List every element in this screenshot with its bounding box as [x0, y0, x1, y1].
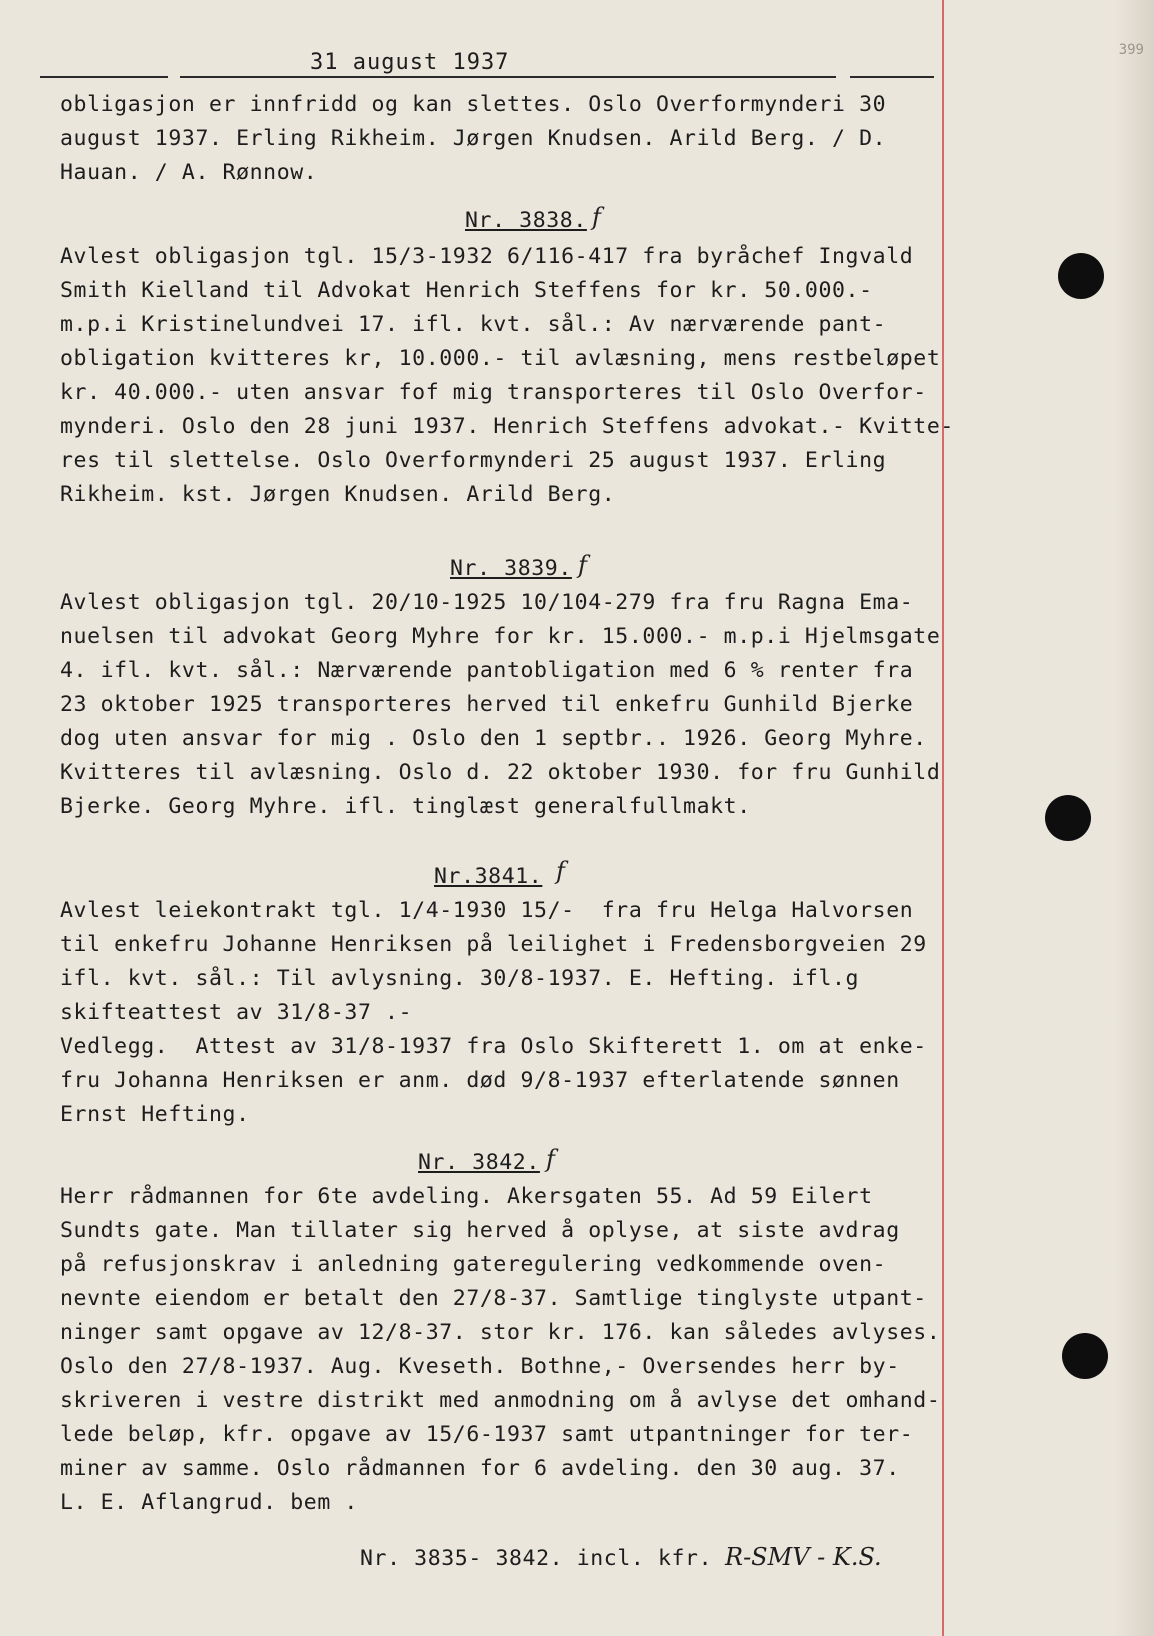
text-line: miner av samme. Oslo rådmannen for 6 avdeling. den 30 aug. 37. — [60, 1456, 900, 1481]
text-line: skifteattest av 31/8-37 .- — [60, 1000, 413, 1025]
text-line: 4. ifl. kvt. sål.: Nærværende pantobligation med 6 % renter fra — [60, 658, 914, 683]
text-line: mynderi. Oslo den 28 juni 1937. Henrich Steffens advokat.- Kvitte- — [60, 414, 954, 439]
check-mark: f — [578, 551, 587, 579]
punch-hole — [1045, 795, 1091, 841]
footer-signature: R-SMV - K.S. — [725, 1543, 882, 1571]
header-date: 31 august 1937 — [310, 50, 510, 75]
entry-heading: Nr. 3839. — [450, 556, 572, 581]
text-line: nuelsen til advokat Georg Myhre for kr. 15.000.- m.p.i Hjelmsgate — [60, 624, 941, 649]
text-line: Avlest obligasjon tgl. 20/10-1925 10/104-279 fra fru Ragna Ema- — [60, 590, 914, 615]
text-line: 23 oktober 1925 transporteres herved til enkefru Gunhild Bjerke — [60, 692, 914, 717]
check-mark: f — [556, 857, 565, 885]
punch-hole — [1058, 253, 1104, 299]
text-line: dog uten ansvar for mig . Oslo den 1 septbr.. 1926. Georg Myhre. — [60, 726, 927, 751]
punch-hole — [1062, 1333, 1108, 1379]
entry-heading: Nr.3841. — [434, 864, 543, 889]
text-line: lede beløp, kfr. opgave av 15/6-1937 samt utpantninger for ter- — [60, 1422, 914, 1447]
text-line: kr. 40.000.- uten ansvar fof mig transporteres til Oslo Overfor- — [60, 380, 927, 405]
text-line: august 1937. Erling Rikheim. Jørgen Knudsen. Arild Berg. / D. — [60, 126, 887, 151]
text-line: obligasjon er innfridd og kan slettes. Oslo Overformynderi 30 — [60, 92, 887, 117]
text-line: Sundts gate. Man tillater sig herved å oplyse, at siste avdrag — [60, 1218, 900, 1243]
text-line: res til slettelse. Oslo Overformynderi 25 august 1937. Erling — [60, 448, 887, 473]
page-number: 399 — [1118, 42, 1144, 58]
text-line: nevnte eiendom er betalt den 27/8-37. Samtlige tinglyste utpant- — [60, 1286, 927, 1311]
text-line: Avlest leiekontrakt tgl. 1/4-1930 15/- fra fru Helga Halvorsen — [60, 898, 914, 923]
header-rule-middle — [180, 76, 836, 78]
footer-reference: Nr. 3835- 3842. incl. kfr. — [360, 1546, 713, 1571]
text-line: til enkefru Johanne Henriksen på leilighet i Fredensborgveien 29 — [60, 932, 927, 957]
text-line: ninger samt opgave av 12/8-37. stor kr. 176. kan således avlyses. — [60, 1320, 941, 1345]
text-line: Rikheim. kst. Jørgen Knudsen. Arild Berg. — [60, 482, 616, 507]
text-line: ifl. kvt. sål.: Til avlysning. 30/8-1937. E. Hefting. ifl.g — [60, 966, 860, 991]
entry-heading: Nr. 3838. — [465, 208, 587, 233]
check-mark: f — [592, 203, 601, 231]
red-margin-line — [942, 0, 944, 1636]
text-line: Ernst Hefting. — [60, 1102, 250, 1127]
text-line: Avlest obligasjon tgl. 15/3-1932 6/116-417 fra byråchef Ingvald — [60, 244, 914, 269]
text-line: Bjerke. Georg Myhre. ifl. tinglæst generalfullmakt. — [60, 794, 751, 819]
page-edge-shadow — [1114, 0, 1154, 1636]
check-mark: f — [546, 1145, 555, 1173]
text-line: skriveren i vestre distrikt med anmodning om å avlyse det omhand- — [60, 1388, 941, 1413]
text-line: fru Johanna Henriksen er anm. død 9/8-1937 efterlatende sønnen — [60, 1068, 900, 1093]
text-line: Vedlegg. Attest av 31/8-1937 fra Oslo Skifterett 1. om at enke- — [60, 1034, 927, 1059]
text-line: Oslo den 27/8-1937. Aug. Kveseth. Bothne,- Oversendes herr by- — [60, 1354, 900, 1379]
header-rule-left — [40, 76, 168, 78]
header-rule-right — [850, 76, 934, 78]
text-line: Hauan. / A. Rønnow. — [60, 160, 318, 185]
text-line: m.p.i Kristinelundvei 17. ifl. kvt. sål.: Av nærværende pant- — [60, 312, 887, 337]
text-line: Kvitteres til avlæsning. Oslo d. 22 oktober 1930. for fru Gunhild — [60, 760, 941, 785]
text-line: på refusjonskrav i anledning gateregulering vedkommende oven- — [60, 1252, 887, 1277]
text-line: L. E. Aflangrud. bem . — [60, 1490, 358, 1515]
entry-heading: Nr. 3842. — [418, 1150, 540, 1175]
text-line: Herr rådmannen for 6te avdeling. Akersgaten 55. Ad 59 Eilert — [60, 1184, 873, 1209]
text-line: Smith Kielland til Advokat Henrich Steffens for kr. 50.000.- — [60, 278, 873, 303]
text-line: obligation kvitteres kr, 10.000.- til avlæsning, mens restbeløpet — [60, 346, 941, 371]
